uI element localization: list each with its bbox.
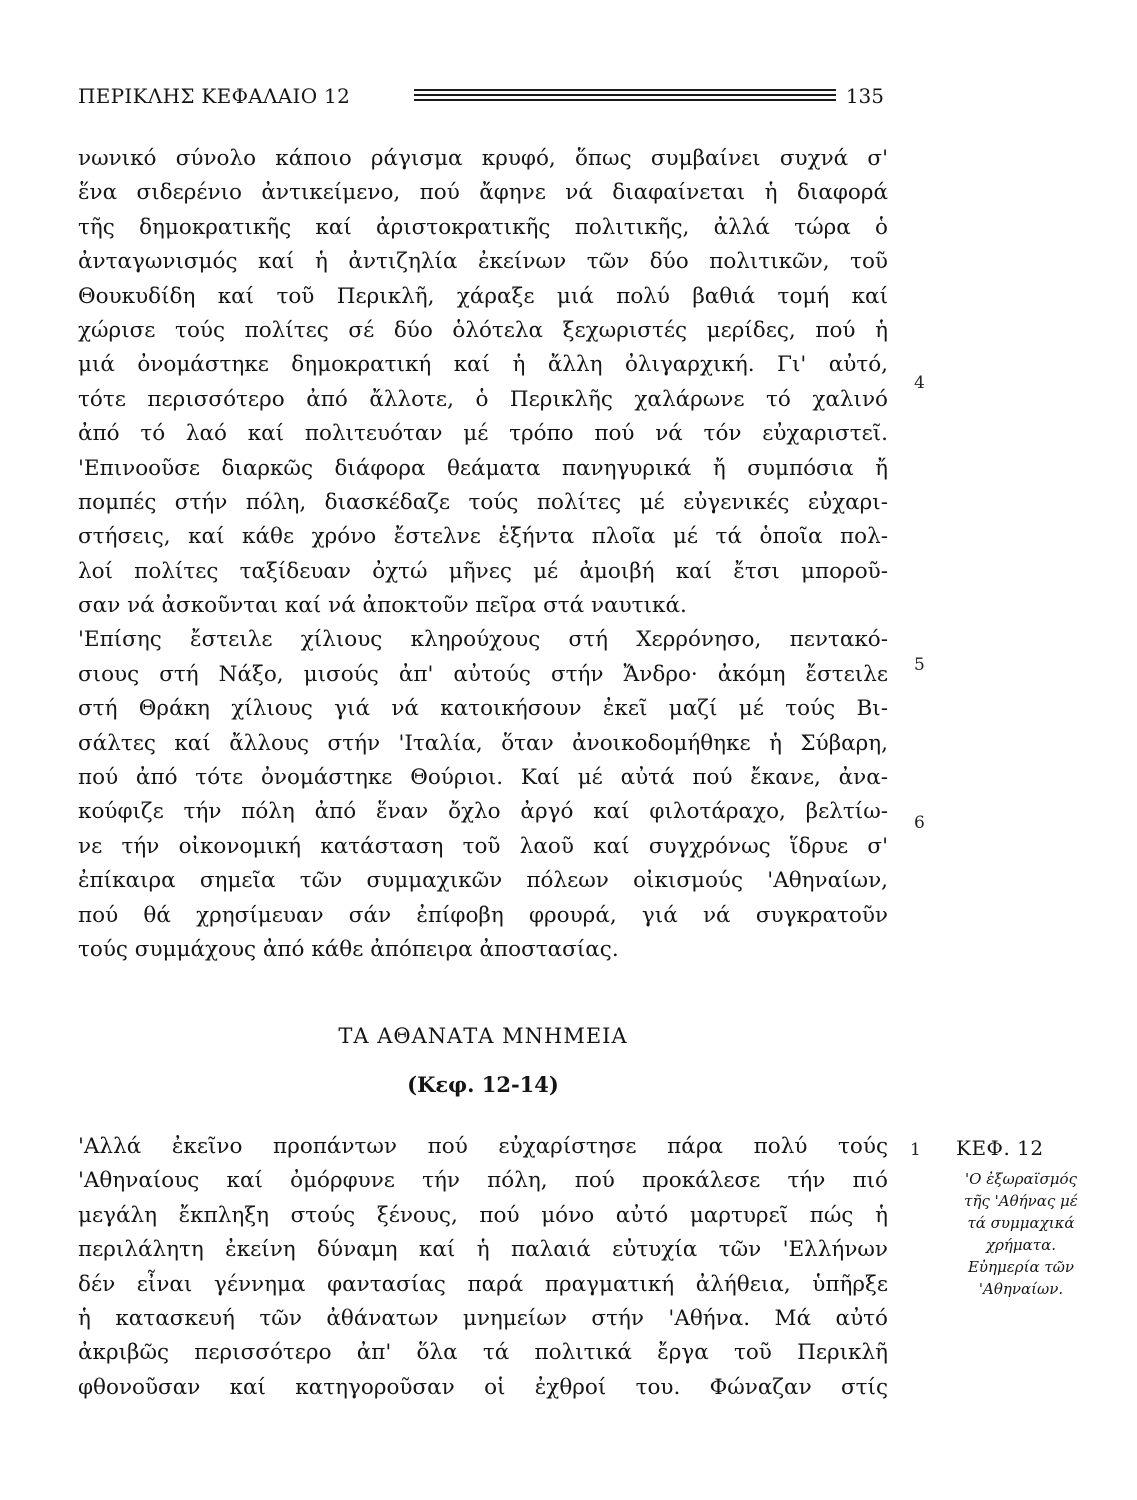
text-line: περιλάλητη ἐκείνη δύναμη καί ἡ παλαιά εὐτυχία τῶν 'Ελλήνων [78,1237,888,1263]
text-line: πού θά χρησίμευαν σάν ἐπίφοβη φρουρά, γιά νά συγκρατοῦν [78,902,888,928]
margin-line-number: 5 [914,655,925,675]
margin-note-line: τῆς 'Αθήνας μέ [964,1192,1078,1210]
text-line: σιους στή Νάξο, μισούς ἀπ' αὐτούς στήν Ἄνδρο· ἀκόμη ἔστειλε [78,661,888,687]
margin-note-line: 'Ο ἐξωραϊσμός [965,1170,1077,1188]
section-subtitle: (Κεφ. 12-14) [407,1072,559,1097]
text-line: 'Αθηναίους καί ὀμόρφυνε τήν πόλη, πού προκάλεσε τήν πιό [78,1168,888,1194]
text-line: τότε περισσότερο ἀπό ἄλλοτε, ὁ Περικλῆς χαλάρωνε τό χαλινό [78,386,888,412]
section-title: ΤΑ ΑΘΑΝΑΤΑ ΜΝΗΜΕΙΑ [338,1024,628,1048]
margin-line-number: 6 [914,813,925,833]
text-line: ἀκριβῶς περισσότερο ἀπ' ὅλα τά πολιτικά ἔργα τοῦ Περικλῆ [78,1340,888,1366]
text-line: πομπές στήν πόλη, διασκέδαζε τούς πολίτες μέ εὐγενικές εὐχαρι- [78,489,888,515]
text-line: σάλτες καί ἄλλους στήν 'Ιταλία, ὅταν ἀνοικοδομήθηκε ἡ Σύβαρη, [78,730,888,756]
margin-note [946,1136,1096,1300]
text-line: δέν εἶναι γέννημα φαντασίας παρά πραγματική ἀλήθεια, ὑπῆρξε [78,1271,888,1297]
text-line: κούφιζε τήν πόλη ἀπό ἕναν ὄχλο ἀργό καί φιλοτάραχο, βελτίω- [78,799,888,825]
text-line: ἐπίκαιρα σημεῖα τῶν συμμαχικῶν πόλεων οἰκισμούς 'Αθηναίων, [78,868,888,894]
paragraph-main [78,142,888,967]
margin-note-description [946,1168,1096,1300]
text-line: πού ἀπό τότε ὀνομάστηκε Θούριοι. Καί μέ αὐτά πού ἔκανε, ἀνα- [78,765,888,791]
page-number: 135 [845,84,884,108]
text-line: φθονοῦσαν καί κατηγοροῦσαν οἱ ἐχθροί του. Φώναζαν στίς [78,1374,888,1400]
paragraph-section [78,1130,888,1405]
text-line: ἡ κατασκευή τῶν ἀθάνατων μνημείων στήν 'Αθήνα. Μά αὐτό [78,1305,888,1331]
text-line: 'Επίσης ἔστειλε χίλιους κληρούχους στή Χερρόνησο, πεντακό- [78,627,888,653]
text-line: νε τήν οἰκονομική κατάσταση τοῦ λαοῦ καί συγχρόνως ἵδρυε σ' [78,833,888,859]
margin-note-line: Εὐημερία τῶν [967,1258,1075,1276]
text-line: μεγάλη ἔκπληξη στούς ξένους, πού μόνο αὐτό μαρτυρεῖ πώς ἡ [78,1202,888,1228]
text-line: νωνικό σύνολο κάποιο ράγισμα κρυφό, ὅπως συμβαίνει συχνά σ' [78,146,888,171]
text-line: ἀπό τό λαό καί πολιτευόταν μέ τρόπο πού νά τόν εὐχαριστεῖ. [78,421,888,447]
margin-note-line: 'Αθηναίων. [978,1280,1064,1298]
text-line: 'Αλλά ἐκεῖνο προπάντων πού εὐχαρίστησε πάρα πολύ τούς [78,1134,888,1159]
text-line: Θουκυδίδη καί τοῦ Περικλῆ, χάραξε μιά πολύ βαθιά τομή καί [78,283,888,309]
margin-note-line: τά συμμαχικά [967,1214,1075,1232]
text-line: τῆς δημοκρατικῆς καί ἀριστοκρατικῆς πολιτικῆς, ἀλλά τώρα ὁ [78,214,888,240]
page-header [78,84,884,112]
text-line: στή Θράκη χίλιους γιά νά κατοικήσουν ἐκεῖ μαζί μέ τούς Βι- [78,696,888,722]
text-line: μιά ὀνομάστηκε δημοκρατική καί ἡ ἄλλη ὀλιγαρχική. Γι' αὐτό, [78,352,888,378]
text-line: τούς συμμάχους ἀπό κάθε ἀπόπειρα ἀποστασίας. [78,936,619,962]
running-head: ΠΕΡΙΚΛΗΣ ΚΕΦΑΛΑΙΟ 12 [78,84,351,108]
text-line: χώρισε τούς πολίτες σέ δύο ὁλότελα ξεχωριστές μερίδες, πού ἡ [78,317,888,343]
text-line: 'Επινοοῦσε διαρκῶς διάφορα θεάματα πανηγυρικά ἤ συμπόσια ἤ [78,455,888,481]
text-line: ἕνα σιδερένιο ἀντικείμενο, πού ἄφηνε νά διαφαίνεται ἡ διαφορά [78,180,888,206]
margin-note-line: χρήματα. [986,1236,1056,1254]
text-line: ἀνταγωνισμός καί ἡ ἀντιζηλία ἐκείνων τῶν δύο πολιτικῶν, τοῦ [78,249,888,275]
header-rule [414,89,836,105]
text-line: στήσεις, καί κάθε χρόνο ἔστελνε ἑξήντα πλοῖα μέ τά ὁποῖα πολ- [78,524,888,550]
margin-note-heading: ΚΕΦ. 12 [956,1136,1044,1160]
text-line: λοί πολίτες ταξίδευαν ὀχτώ μῆνες μέ ἀμοιβή καί ἔτσι μποροῦ- [78,558,888,584]
text-line: σαν νά ἀσκοῦνται καί νά ἀποκτοῦν πεῖρα στά ναυτικά. [78,593,687,619]
margin-line-number: 1 [910,1140,921,1160]
margin-line-number: 4 [914,373,925,393]
